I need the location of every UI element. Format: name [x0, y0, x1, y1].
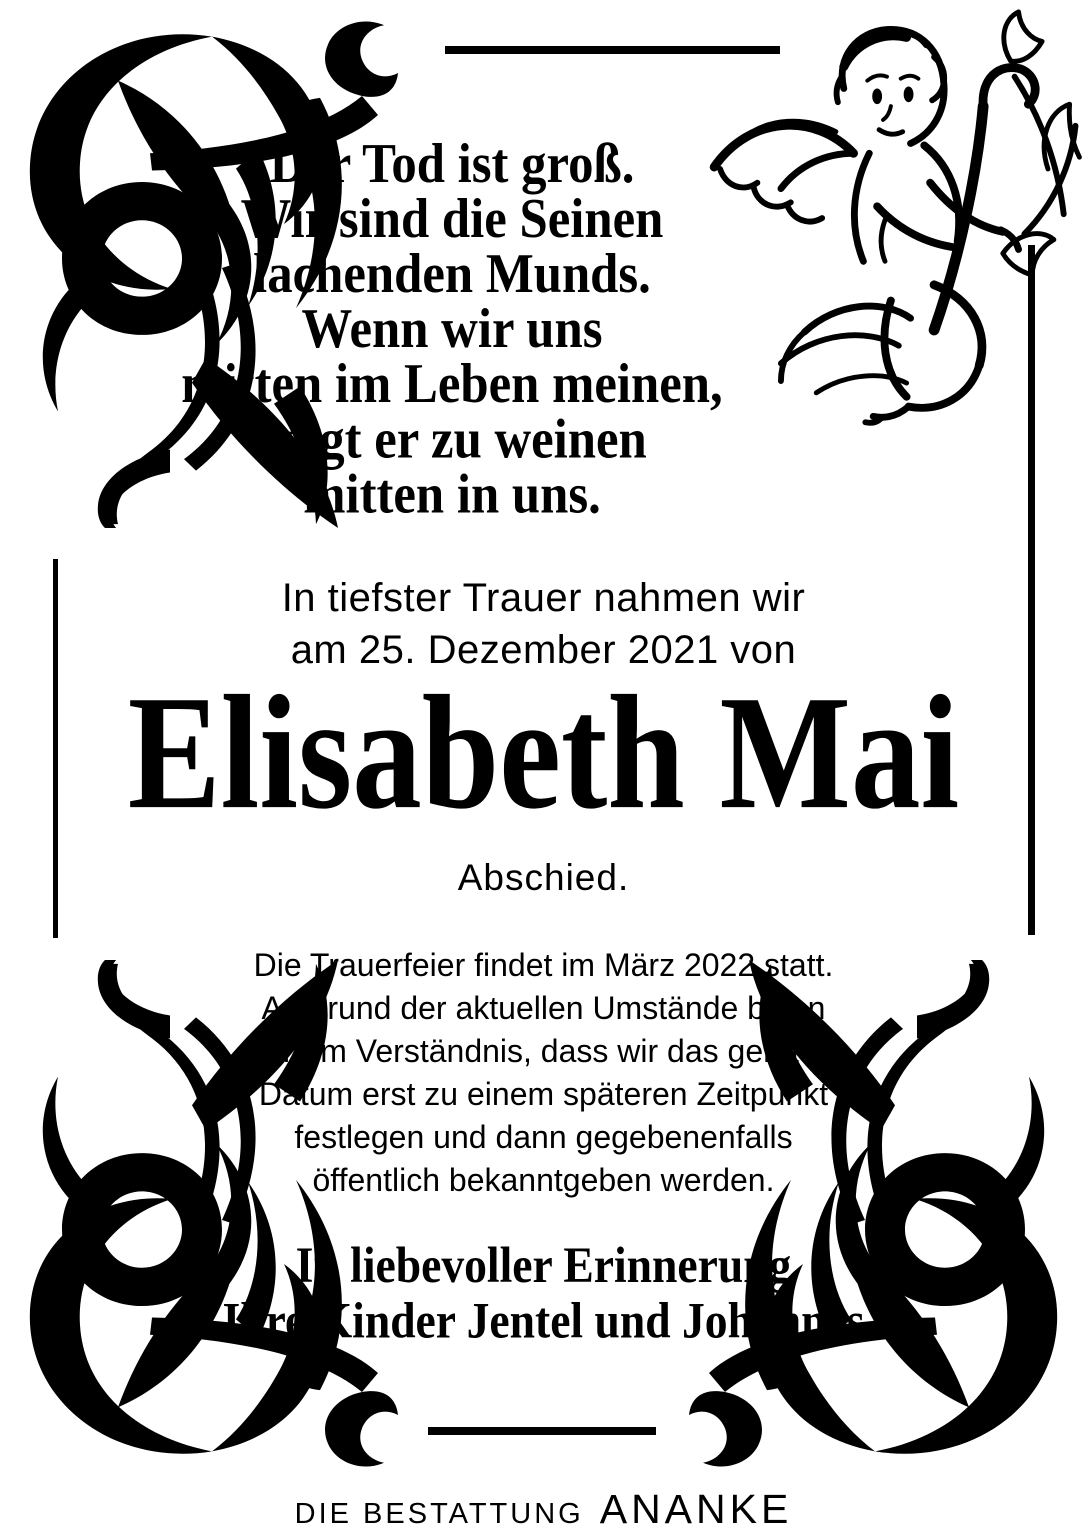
remembrance-line: Ihre Kinder Jentel und Johannes [222, 1293, 865, 1350]
notice-line: öffentlich bekanntgeben werden. [312, 1162, 775, 1198]
notice-line: wir um Verständnis, dass wir das genaue [252, 1033, 835, 1069]
memorial-poem [27, 131, 877, 525]
funeral-notice [0, 944, 1087, 1202]
poem-line: lachenden Munds. [253, 242, 651, 305]
top-divider-rule [445, 46, 780, 54]
deceased-name: Elisabeth Mai [127, 661, 960, 843]
notice-line: festlegen und dann gegebenenfalls [294, 1119, 793, 1155]
intro-line: In tiefster Trauer nahmen wir [281, 576, 806, 620]
poem-line: wagt er zu weinen [257, 407, 647, 470]
poem-line: Wenn wir uns [301, 297, 603, 360]
notice-line: Aufgrund der aktuellen Umstände bitten [261, 990, 826, 1026]
bottom-divider-rule [428, 1427, 656, 1435]
poem-line: Der Tod ist groß. [269, 131, 635, 195]
remembrance-signature [27, 1238, 1060, 1349]
notice-line: Datum erst zu einem späteren Zeitpunkt [258, 1076, 829, 1112]
farewell-text: Abschied. [457, 857, 630, 898]
poem-line: mitten im Leben meinen, [181, 352, 723, 415]
funeral-home-footer [0, 1486, 1087, 1533]
intro-line: am 25. Dezember 2021 von [290, 628, 797, 672]
notice-line: Die Trauerfeier findet im März 2022 statt. [253, 947, 834, 983]
funeral-home-prefix: DIE BESTATTUNG [294, 1498, 584, 1530]
remembrance-line: In liebevoller Erinnerung [295, 1238, 792, 1294]
poem-line: Wir sind die Seinen [240, 186, 664, 250]
poem-line: mitten in uns. [303, 462, 601, 525]
funeral-home-brand: ANANKE [599, 1486, 793, 1532]
